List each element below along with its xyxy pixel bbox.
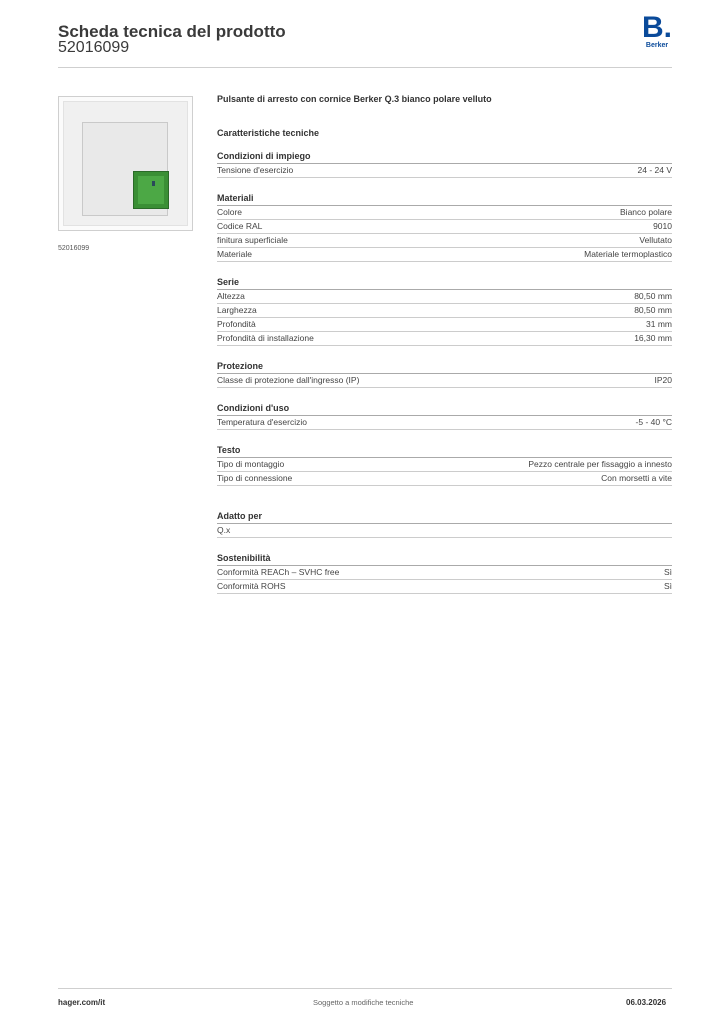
spec-group [217,192,672,262]
spec-sheet [217,94,672,594]
spec-value: 80,50 mm [634,291,672,301]
product-name: Pulsante di arresto con cornice Berker Q.3 bianco polare velluto [217,94,492,104]
stop-button-illustration [133,171,169,209]
spec-row [217,580,672,594]
spec-group-title: Condizioni d'uso [217,402,672,416]
button-face [138,176,164,204]
product-code: 52016099 [58,39,130,56]
logo-brand-name: Berker [645,42,669,49]
footer-website[interactable]: hager.com/it [58,998,106,1007]
spec-value: 31 mm [646,319,672,329]
spec-row [217,164,672,178]
spec-value: Vellutato [639,235,672,245]
spec-label: Q.x [217,525,231,535]
spec-label: Colore [217,207,243,217]
document-title: Scheda tecnica del prodotto [58,22,286,41]
section-title: Caratteristiche tecniche [217,128,320,138]
footer-divider [58,988,672,989]
spec-row [217,416,672,430]
spec-group-title: Sostenibilità [217,552,672,566]
spec-group-title: Testo [217,444,672,458]
spec-group-title: Protezione [217,360,672,374]
spec-label: Materiale [217,249,252,259]
spec-row [217,472,672,486]
spec-label: Tipo di montaggio [217,459,285,469]
spec-groups [217,150,672,594]
logo-mark: B. [642,11,672,44]
spec-value: 16,30 mm [634,333,672,343]
cover-frame-illustration [63,101,188,226]
spec-value: -5 - 40 °C [635,417,672,427]
spec-label: Tensione d'esercizio [217,165,294,175]
spec-group [217,150,672,178]
spec-group [217,552,672,594]
spec-label: Conformità ROHS [217,581,286,591]
spec-value: Bianco polare [620,207,672,217]
spec-group [217,276,672,346]
spec-value: IP20 [654,375,672,385]
spec-row [217,566,672,580]
central-plate-illustration [82,122,168,216]
spec-group-title: Adatto per [217,510,672,524]
spec-row [217,206,672,220]
spec-row [217,220,672,234]
spec-label: Tipo di connessione [217,473,293,483]
spec-group-title: Materiali [217,192,672,206]
spec-group [217,510,672,538]
spec-value: Pezzo centrale per fissaggio a innesto [528,459,672,469]
spec-group-title: Serie [217,276,672,290]
spec-value: Materiale termoplastico [584,249,672,259]
spec-row [217,234,672,248]
spec-value: Sì [663,567,672,577]
spec-row [217,318,672,332]
image-caption: 52016099 [58,245,90,252]
button-indicator [152,181,155,186]
spec-label: Larghezza [217,305,257,315]
spec-label: Temperatura d'esercizio [217,417,307,427]
spec-value: 24 - 24 V [637,165,672,175]
berker-logo [640,11,674,50]
spec-row [217,374,672,388]
spec-group [217,402,672,430]
spec-value: Con morsetti a vite [601,473,672,483]
spec-label: Conformità REACh – SVHC free [217,567,340,577]
spec-label: finitura superficiale [217,235,288,245]
product-image [58,96,193,231]
header-divider [58,67,672,68]
spec-label: Profondità [217,319,256,329]
spec-row [217,332,672,346]
spec-value: 80,50 mm [634,305,672,315]
spec-row [217,304,672,318]
spec-value: Sì [663,581,672,591]
spec-label: Profondità di installazione [217,333,314,343]
spec-label: Codice RAL [217,221,263,231]
spec-group [217,360,672,388]
spec-group [217,444,672,486]
spec-value: 9010 [653,221,672,231]
spec-label: Classe di protezione dall'ingresso (IP) [217,375,360,385]
footer-date: 06.03.2026 [626,998,667,1007]
footer-notice: Soggetto a modifiche tecniche [313,998,414,1007]
spec-row [217,458,672,472]
spec-label: Altezza [217,291,245,301]
spec-row [217,248,672,262]
spec-group-title: Condizioni di impiego [217,150,672,164]
spec-row [217,524,672,538]
spec-row [217,290,672,304]
